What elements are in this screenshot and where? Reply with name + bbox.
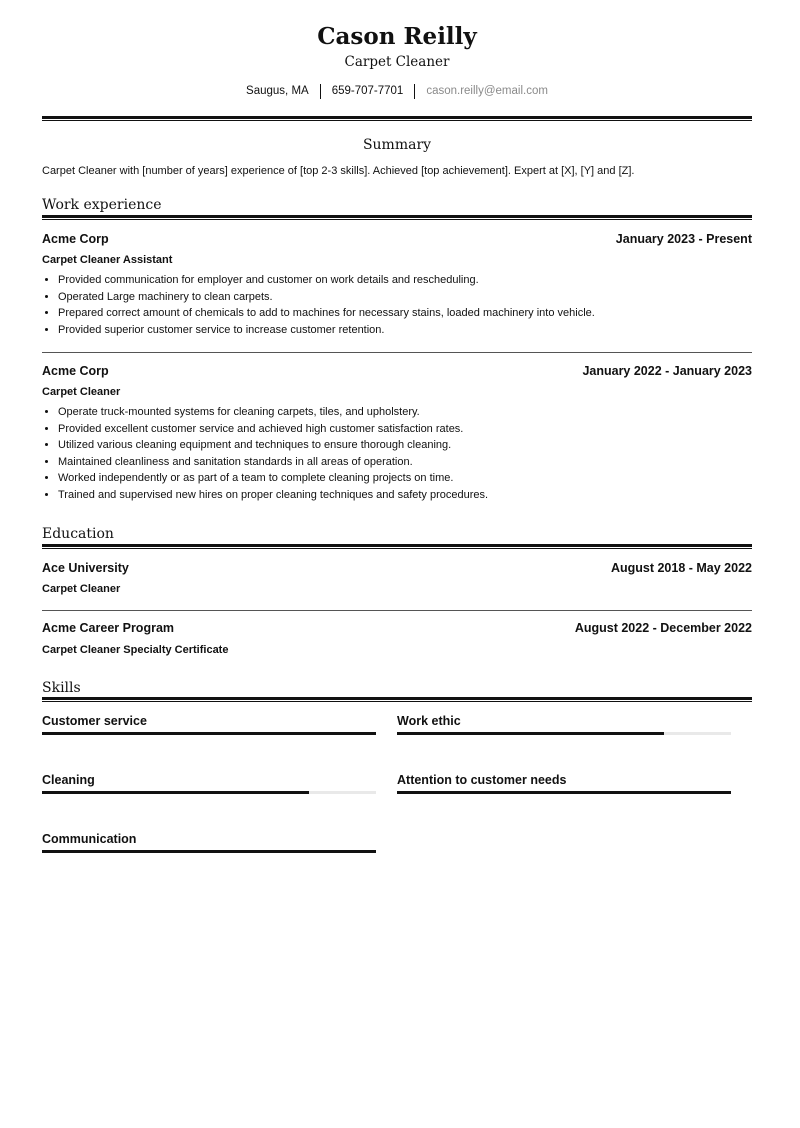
skill-bar xyxy=(397,732,731,735)
phone: 659-707-7701 xyxy=(331,85,404,97)
company-name: Acme Corp xyxy=(42,232,109,246)
skill-name: Attention to customer needs xyxy=(397,773,567,787)
list-item: • Operated Large machinery to clean carpets. xyxy=(58,289,752,306)
summary-text: Carpet Cleaner with [number of years] experience of [top 2-3 skills]. Achieved [top achievement]. Expert at [X], [Y] and [Z]. xyxy=(42,165,635,177)
skill-bar xyxy=(42,791,376,794)
work-experience-heading: Work experience xyxy=(42,197,162,213)
job-role: Carpet Cleaner Assistant xyxy=(42,254,173,266)
skill-bar-fill xyxy=(397,732,664,735)
job-title: Carpet Cleaner xyxy=(344,54,450,70)
skill-bar-fill xyxy=(42,850,376,853)
skill-item xyxy=(397,772,731,788)
skill-bar-fill xyxy=(42,732,376,735)
job-dates: January 2022 - January 2023 xyxy=(582,364,752,378)
skill-bar xyxy=(42,732,376,735)
company-name: Acme Corp xyxy=(42,364,109,378)
skill-item xyxy=(42,713,376,729)
job-bullets xyxy=(42,404,752,503)
job-header xyxy=(42,231,752,247)
skill-bar-fill xyxy=(397,791,731,794)
education-header xyxy=(42,620,752,636)
list-item: • Prepared correct amount of chemicals to add to machines for necessary stains, loaded machinery into vehicle. xyxy=(58,305,752,322)
section-rule xyxy=(42,544,752,549)
list-item: • Operate truck-mounted systems for cleaning carpets, tiles, and upholstery. xyxy=(58,404,752,421)
skill-name: Cleaning xyxy=(42,773,95,787)
education-dates: August 2018 - May 2022 xyxy=(610,561,752,575)
location: Saugus, MA xyxy=(246,85,309,97)
school-name: Ace University xyxy=(42,561,129,575)
skills-heading: Skills xyxy=(42,680,81,696)
list-item: • Provided excellent customer service and achieved high customer satisfaction rates. xyxy=(58,421,752,438)
education-heading: Education xyxy=(42,526,114,542)
skill-item xyxy=(42,772,376,788)
skill-name: Work ethic xyxy=(397,714,461,728)
email: cason.reilly@email.com xyxy=(426,85,548,97)
skill-bar-fill xyxy=(42,791,309,794)
job-role: Carpet Cleaner xyxy=(42,386,121,398)
summary-heading: Summary xyxy=(362,137,432,153)
candidate-name: Cason Reilly xyxy=(317,23,477,50)
list-item: • Provided superior customer service to increase customer retention. xyxy=(58,322,752,339)
job-header xyxy=(42,363,752,379)
list-item: • Worked independently or as part of a team to complete cleaning projects on time. xyxy=(58,470,752,487)
list-item: • Utilized various cleaning equipment and techniques to ensure thorough cleaning. xyxy=(58,437,752,454)
skill-item xyxy=(397,713,731,729)
contact-divider xyxy=(320,84,321,99)
list-item: • Maintained cleanliness and sanitation standards in all areas of operation. xyxy=(58,454,752,471)
education-dates: August 2022 - December 2022 xyxy=(574,621,752,635)
section-rule xyxy=(42,697,752,702)
skill-bar xyxy=(42,850,376,853)
education-header xyxy=(42,560,752,576)
degree: Carpet Cleaner Specialty Certificate xyxy=(42,644,229,656)
list-item: • Trained and supervised new hires on proper cleaning techniques and safety procedures. xyxy=(58,487,752,504)
header-rule xyxy=(42,116,752,121)
section-rule xyxy=(42,215,752,220)
skill-item xyxy=(42,831,376,847)
degree: Carpet Cleaner xyxy=(42,583,121,595)
entry-divider xyxy=(42,352,752,353)
contact-divider xyxy=(414,84,415,99)
job-bullets xyxy=(42,272,752,338)
entry-divider xyxy=(42,610,752,611)
school-name: Acme Career Program xyxy=(42,621,175,635)
skill-name: Customer service xyxy=(42,714,147,728)
skill-bar xyxy=(397,791,731,794)
job-dates: January 2023 - Present xyxy=(615,232,752,246)
contact-line xyxy=(42,82,752,100)
skill-name: Communication xyxy=(42,832,137,846)
list-item: • Provided communication for employer and customer on work details and rescheduling. xyxy=(58,272,752,289)
